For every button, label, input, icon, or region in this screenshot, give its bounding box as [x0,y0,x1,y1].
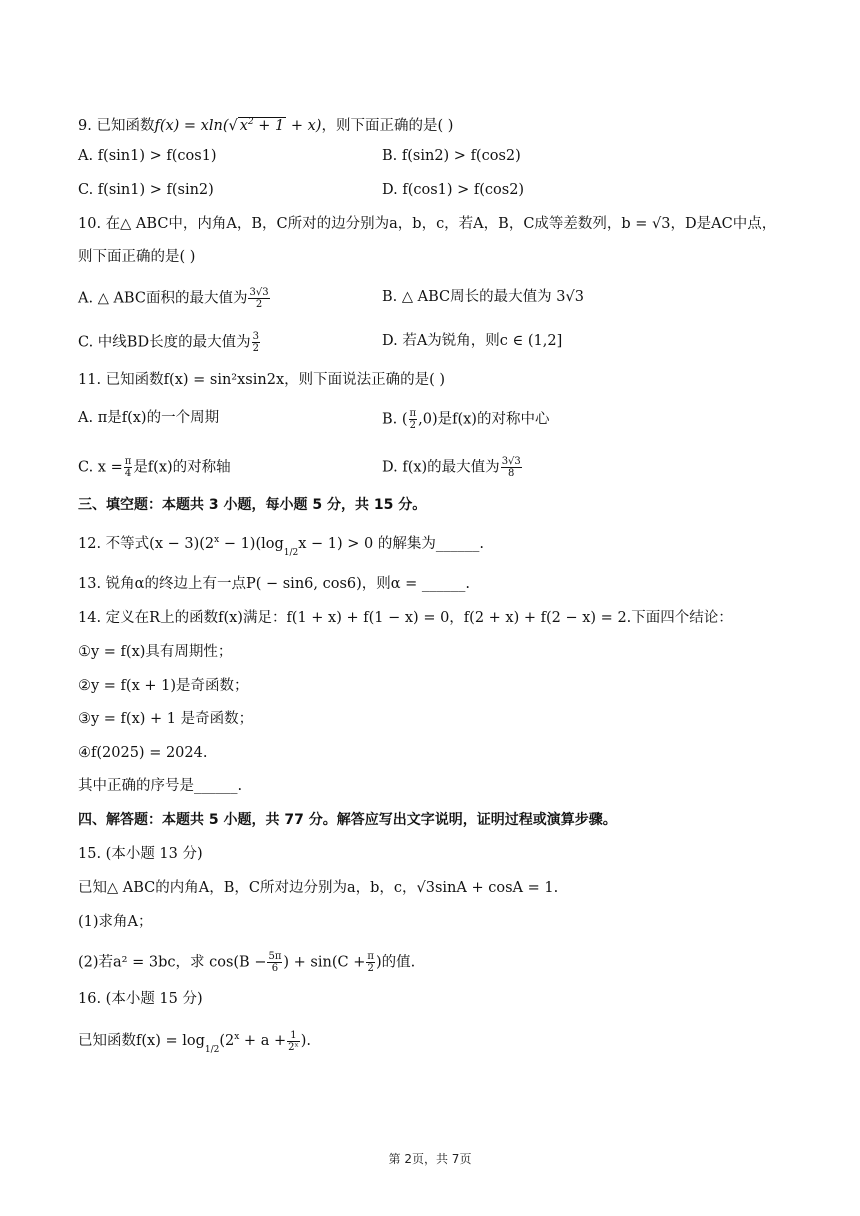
fraction-denominator: 8 [508,468,515,479]
q15-part-2 [78,951,415,974]
q9-option-c: C. f(sin1) > f(sin2) [78,182,214,198]
fraction-denominator: 4 [124,468,132,479]
fraction [248,287,269,310]
fraction-denominator: 2ˣ [288,1041,299,1053]
q10-option-b: B. △ ABC周长的最大值为 3√3 [382,289,584,305]
q12-stem [78,530,484,563]
fraction [267,951,282,974]
fraction-numerator: π [367,951,374,962]
fraction-numerator: 3√3 [501,456,521,467]
fraction-denominator: 2 [252,343,259,354]
q15-part-2-middle: ) + sin(C + [283,954,366,971]
fraction-denominator: 6 [271,963,279,974]
q16-stem [78,1027,311,1060]
q15-stem: 已知△ ABC的内角A，B，C所对边分别为a，b，c，√3sinA + cosA = 1. [78,880,559,896]
fraction-numerator: π [409,408,417,419]
q10-stem-line1: 10. 在△ ABC中，内角A，B，C所对的边分别为a，b，c，若A，B，C成等差数列，b = √3，D是AC中点， [78,216,777,232]
q9-stem [78,112,453,136]
q15-part-2-suffix: )的值. [375,954,416,971]
q10-option-a-text: A. △ ABC面积的最大值为 [78,290,248,307]
q12-prefix: 12. 不等式(x − 3)(2 [78,536,215,552]
q12-middle: − 1)(log [219,536,284,552]
fraction-numerator: 3 [252,331,259,342]
q9-stem-prefix: 9. 已知函数 [78,118,155,134]
fraction-numerator: 1 [287,1030,300,1042]
q14-statement-2: ②y = f(x + 1)是奇函数； [78,678,249,694]
fraction-numerator: 3√3 [249,287,269,298]
q14-statement-3: ③y = f(x) + 1 是奇函数； [78,711,254,727]
q11-option-a: A. π是f(x)的一个周期 [78,410,220,426]
q15-part-2-prefix: (2)若a² = 3bc，求 cos(B − [78,954,267,971]
fraction-denominator: 2 [255,299,263,310]
log-base: 1/2 [204,1045,220,1055]
q11-option-c-prefix: C. x = [78,459,123,476]
fraction [124,456,133,479]
q10-option-c [78,331,261,354]
fraction-numerator: π [124,456,132,467]
q10-option-d: D. 若A为锐角，则c ∈ (1,2] [382,333,563,349]
q9-option-d: D. f(cos1) > f(cos2) [382,182,525,198]
q11-option-b-prefix: B. ( [382,411,408,428]
q16-prefix: 已知函数f(x) = log [78,1033,205,1049]
q11-option-d [382,456,523,479]
q11-option-b [382,408,549,431]
q11-option-d-text: D. f(x)的最大值为 [382,459,500,476]
page-footer: 第 2页，共 7页 [388,1152,472,1166]
q11-option-c [78,456,231,479]
q14-statement-1: ①y = f(x)具有周期性； [78,644,233,660]
q10-option-c-text: C. 中线BD长度的最大值为 [78,334,251,351]
q11-stem: 11. 已知函数f(x) = sin²xsin2x，则下面说法正确的是( ) [78,372,446,388]
fraction [252,331,260,354]
exponent: x [214,535,220,545]
q14-statement-4: ④f(2025) = 2024. [78,745,208,761]
exponent: x [234,1032,240,1042]
q11-option-c-suffix: 是f(x)的对称轴 [133,459,231,476]
fraction [366,951,375,974]
q14-ask: 其中正确的序号是______. [78,778,243,794]
log-base: 1/2 [283,548,299,558]
q9-option-a: A. f(sin1) > f(cos1) [78,148,217,164]
q16-title: 16. (本小题 15 分) [78,991,203,1007]
q10-option-a [78,287,271,310]
section-heading-fill-in: 三、填空题：本题共 3 小题，每小题 5 分，共 15 分。 [78,497,427,513]
q13-stem: 13. 锐角α的终边上有一点P( − sin6, cos6)，则α = ______. [78,576,471,592]
fraction [287,1030,300,1053]
section-heading-solutions: 四、解答题：本题共 5 小题，共 77 分。解答应写出文字说明，证明过程或演算步骤。 [78,812,617,828]
q16-part-b: + a + [239,1033,287,1049]
fraction-denominator: 2 [367,963,374,974]
q16-part-a: (2 [219,1033,235,1049]
q11-option-b-suffix: ,0)是f(x)的对称中心 [418,411,550,428]
sqrt-sign: √ $x^2 + 1$ [228,117,285,134]
fraction-denominator: 2 [409,420,416,431]
q9-function-formula: f(x) = xln(√ $x^2 + 1 + x$) [154,118,321,134]
q15-part-1: (1)求角A； [78,914,153,930]
q15-title: 15. (本小题 13 分) [78,846,203,862]
q10-stem-line2: 则下面正确的是( ) [78,249,196,265]
fraction [409,408,418,431]
q9-option-b: B. f(sin2) > f(cos2) [382,148,521,164]
fraction [501,456,522,479]
fraction-numerator: 5π [268,951,282,962]
q14-stem: 14. 定义在R上的函数f(x)满足：f(1 + x) + f(1 − x) = 0，f(2 + x) + f(2 − x) = 2.下面四个结论： [78,610,733,626]
q12-suffix: x − 1) > 0 的解集为______. [298,536,485,552]
q16-suffix: ). [300,1033,311,1049]
q9-stem-suffix: ，则下面正确的是( ) [321,118,454,134]
